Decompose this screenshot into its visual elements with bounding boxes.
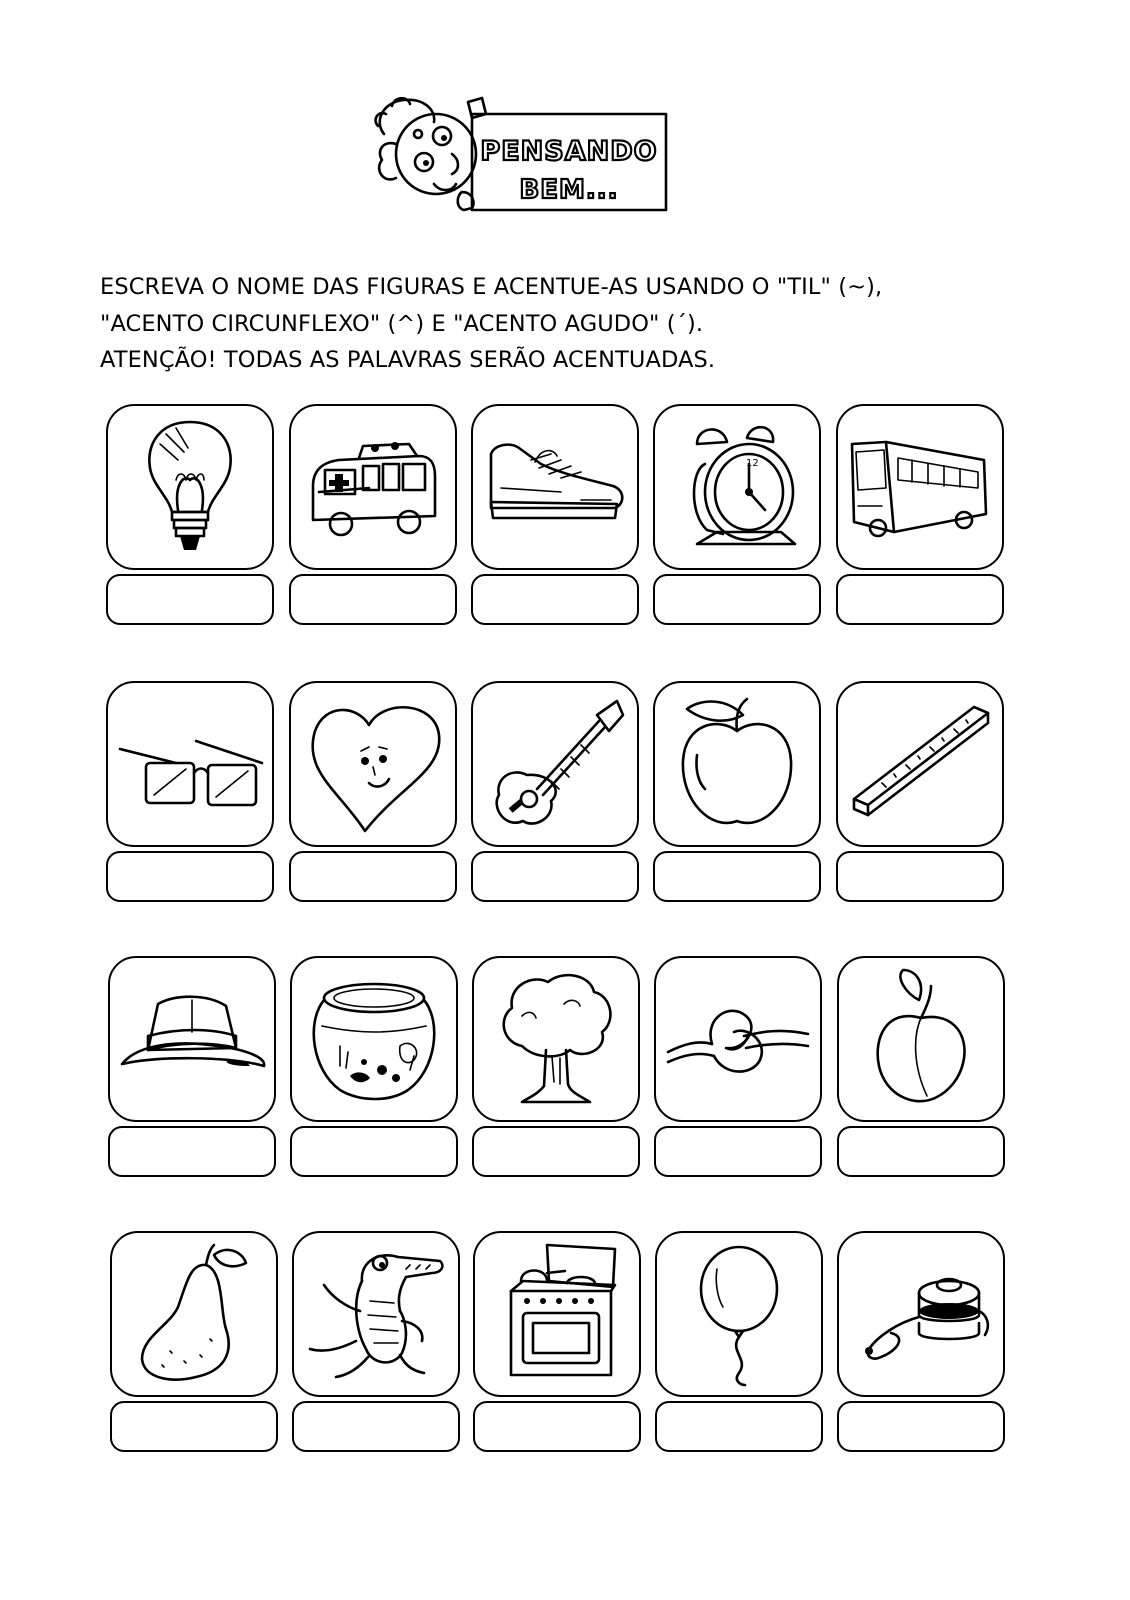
answer-box[interactable] (654, 1126, 822, 1177)
glasses-icon (116, 691, 264, 837)
tree-icon (482, 966, 630, 1112)
instruction-line-2: "ACENTO CIRCUNFLEXO" (^) E "ACENTO AGUDO" (´). (100, 311, 704, 337)
exercise-item (471, 681, 651, 921)
picture-card (837, 1231, 1005, 1397)
picture-card (472, 956, 640, 1122)
alarm-clock-icon (663, 414, 811, 560)
picture-card (289, 681, 457, 847)
exercise-item (653, 681, 833, 921)
hat-icon (118, 966, 266, 1112)
yoyo-icon (847, 1241, 995, 1387)
picture-card (106, 681, 274, 847)
picture-card (290, 956, 458, 1122)
picture-card (653, 404, 821, 570)
badge-line-2: BEM... (519, 175, 619, 205)
exercise-item (653, 404, 833, 644)
answer-box[interactable] (106, 851, 274, 902)
answer-box[interactable] (837, 1126, 1005, 1177)
peach-icon (847, 966, 995, 1112)
answer-box[interactable] (106, 574, 274, 625)
exercise-item (108, 956, 288, 1196)
exercise-item (292, 1231, 472, 1471)
answer-box[interactable] (471, 851, 639, 902)
exercise-item (289, 681, 469, 921)
heart-icon (299, 691, 447, 837)
picture-card (655, 1231, 823, 1397)
answer-box[interactable] (472, 1126, 640, 1177)
exercise-item (106, 404, 286, 644)
picture-card (110, 1231, 278, 1397)
ruler-icon (846, 691, 994, 837)
knot-icon (664, 966, 812, 1112)
pear-icon (120, 1241, 268, 1387)
balloon-icon (665, 1241, 813, 1387)
answer-box[interactable] (110, 1401, 278, 1452)
answer-box[interactable] (289, 574, 457, 625)
instruction-line-3: ATENÇÃO! TODAS AS PALAVRAS SERÃO ACENTUADAS. (100, 347, 716, 373)
answer-box[interactable] (653, 574, 821, 625)
picture-card (654, 956, 822, 1122)
answer-box[interactable] (292, 1401, 460, 1452)
exercise-item (837, 956, 1017, 1196)
exercise-item (654, 956, 834, 1196)
guitar-icon (481, 691, 629, 837)
exercise-item (106, 681, 286, 921)
picture-card (837, 956, 1005, 1122)
answer-box[interactable] (290, 1126, 458, 1177)
picture-card (653, 681, 821, 847)
exercise-item (289, 404, 469, 644)
exercise-item (473, 1231, 653, 1471)
svg-text:12: 12 (746, 458, 759, 469)
stove-icon (483, 1241, 631, 1387)
picture-card (292, 1231, 460, 1397)
answer-box[interactable] (289, 851, 457, 902)
lamp-icon (116, 414, 264, 560)
picture-card (836, 404, 1004, 570)
instruction-line-1: ESCREVA O NOME DAS FIGURAS E ACENTUE-AS USANDO O "TIL" (~), (100, 274, 883, 300)
exercise-item (290, 956, 470, 1196)
exercise-item (836, 681, 1016, 921)
picture-card (473, 1231, 641, 1397)
exercise-item (837, 1231, 1017, 1471)
answer-box[interactable] (836, 851, 1004, 902)
answer-box[interactable] (473, 1401, 641, 1452)
answer-box[interactable] (108, 1126, 276, 1177)
picture-card (836, 681, 1004, 847)
answer-box[interactable] (653, 851, 821, 902)
answer-box[interactable] (837, 1401, 1005, 1452)
exercise-item (655, 1231, 835, 1471)
apple-icon (663, 691, 811, 837)
picture-card (471, 404, 639, 570)
exercise-item (472, 956, 652, 1196)
answer-box[interactable] (471, 574, 639, 625)
exercise-item (836, 404, 1016, 644)
crocodile-icon (302, 1241, 450, 1387)
badge-line-1: PENSANDO (480, 136, 658, 167)
header-logo (364, 92, 674, 222)
exercise-item (110, 1231, 290, 1471)
picture-card (289, 404, 457, 570)
picture-card (471, 681, 639, 847)
cartoon-kid-icon (376, 98, 486, 210)
answer-box[interactable] (836, 574, 1004, 625)
picture-card (108, 956, 276, 1122)
picture-card (106, 404, 274, 570)
ambulance-icon (299, 414, 447, 560)
answer-box[interactable] (655, 1401, 823, 1452)
exercise-item (471, 404, 651, 644)
fishbowl-icon (300, 966, 448, 1112)
sneaker-icon (481, 414, 629, 560)
bus-icon (846, 414, 994, 560)
